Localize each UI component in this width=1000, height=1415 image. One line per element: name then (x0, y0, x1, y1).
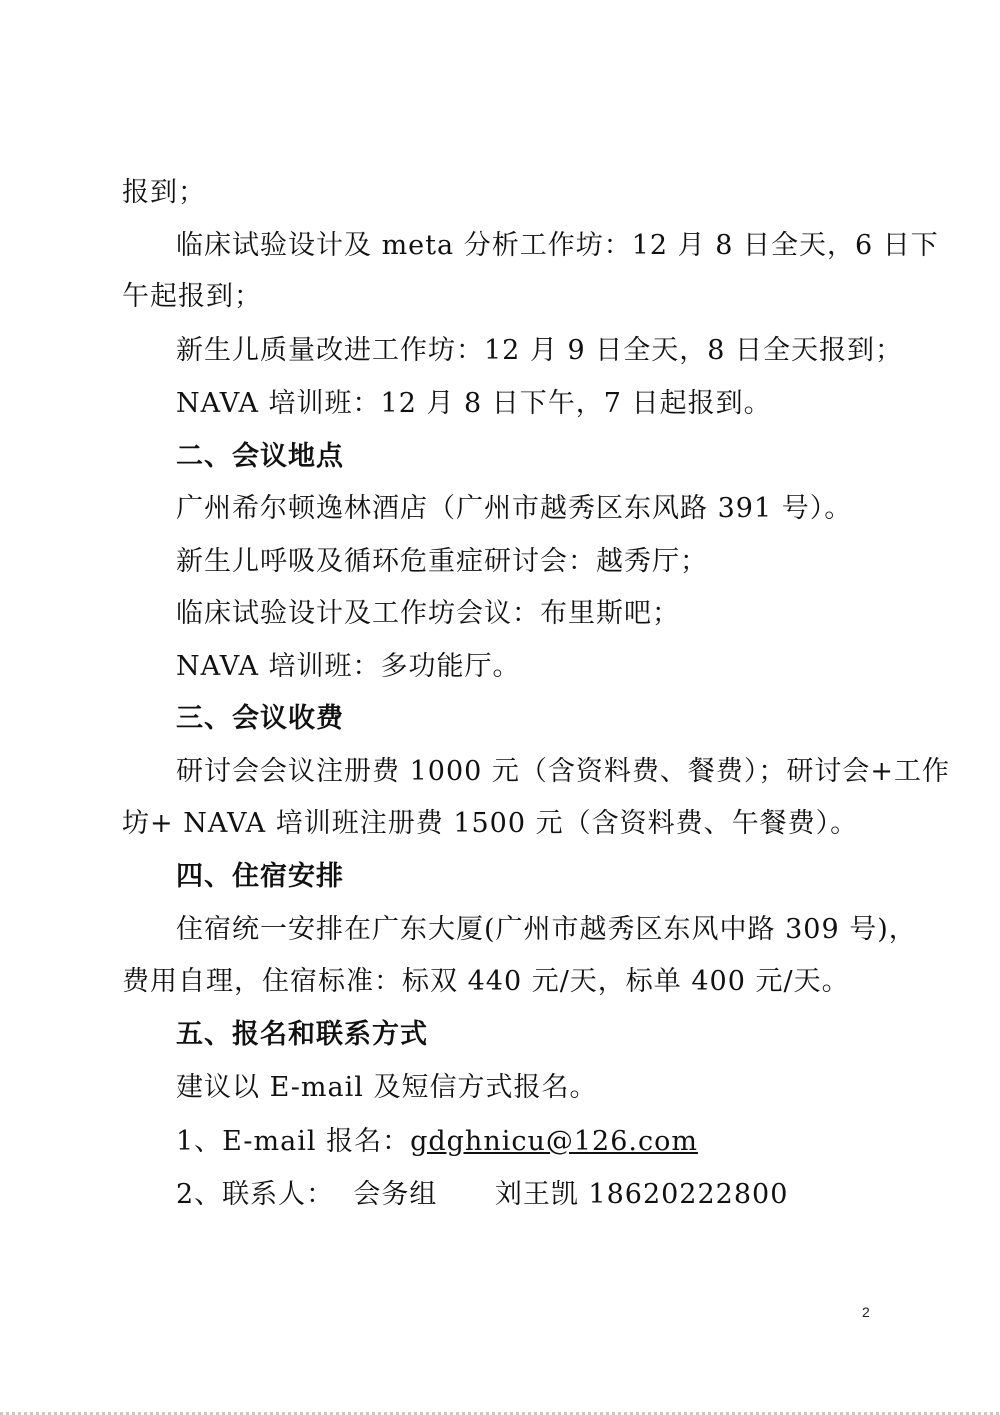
text-line-meta-workshop-cont: 午起报到； (122, 281, 262, 312)
section-heading-fees: 三、会议收费 (176, 703, 344, 734)
contact-email-line (176, 1125, 936, 1159)
venue-nava-line: NAVA 培训班：多功能厅。 (176, 651, 521, 682)
section-heading-venue: 二、会议地点 (176, 441, 344, 472)
fees-line-2: 坊+ NAVA 培训班注册费 1500 元（含资料费、午餐费）。 (122, 808, 859, 839)
text-line-quality-workshop: 新生儿质量改进工作坊：12 月 9 日全天，8 日全天报到； (176, 335, 904, 366)
page-number: 2 (862, 1304, 870, 1320)
venue-seminar-line: 新生儿呼吸及循环危重症研讨会：越秀厅； (176, 546, 708, 577)
contact-person-line: 2、联系人： 会务组 刘王凯 18620222800 (176, 1179, 789, 1210)
lodging-line-1: 住宿统一安排在广东大厦(广州市越秀区东风中路 309 号)， (176, 914, 917, 945)
section-heading-contact: 五、报名和联系方式 (176, 1019, 428, 1050)
venue-workshop-line: 临床试验设计及工作坊会议：布里斯吧； (176, 598, 680, 629)
fees-line-1: 研讨会会议注册费 1000 元（含资料费、餐费）；研讨会+工作 (176, 756, 950, 787)
text-line-registration-end: 报到； (122, 177, 206, 208)
text-line-meta-workshop: 临床试验设计及 meta 分析工作坊：12 月 8 日全天，6 日下 (176, 230, 939, 261)
contact-intro-line: 建议以 E-mail 及短信方式报名。 (176, 1072, 598, 1103)
email-label: 1、E-mail 报名： (176, 1126, 411, 1157)
section-heading-lodging: 四、住宿安排 (176, 861, 344, 892)
email-link[interactable]: gdghnicu@126.com (410, 1126, 698, 1157)
lodging-line-2: 费用自理，住宿标准：标双 440 元/天，标单 400 元/天。 (122, 966, 850, 997)
text-line-nava-training: NAVA 培训班：12 月 8 日下午，7 日起报到。 (176, 388, 772, 419)
venue-hotel-line: 广州希尔顿逸林酒店（广州市越秀区东风路 391 号）。 (176, 493, 853, 524)
